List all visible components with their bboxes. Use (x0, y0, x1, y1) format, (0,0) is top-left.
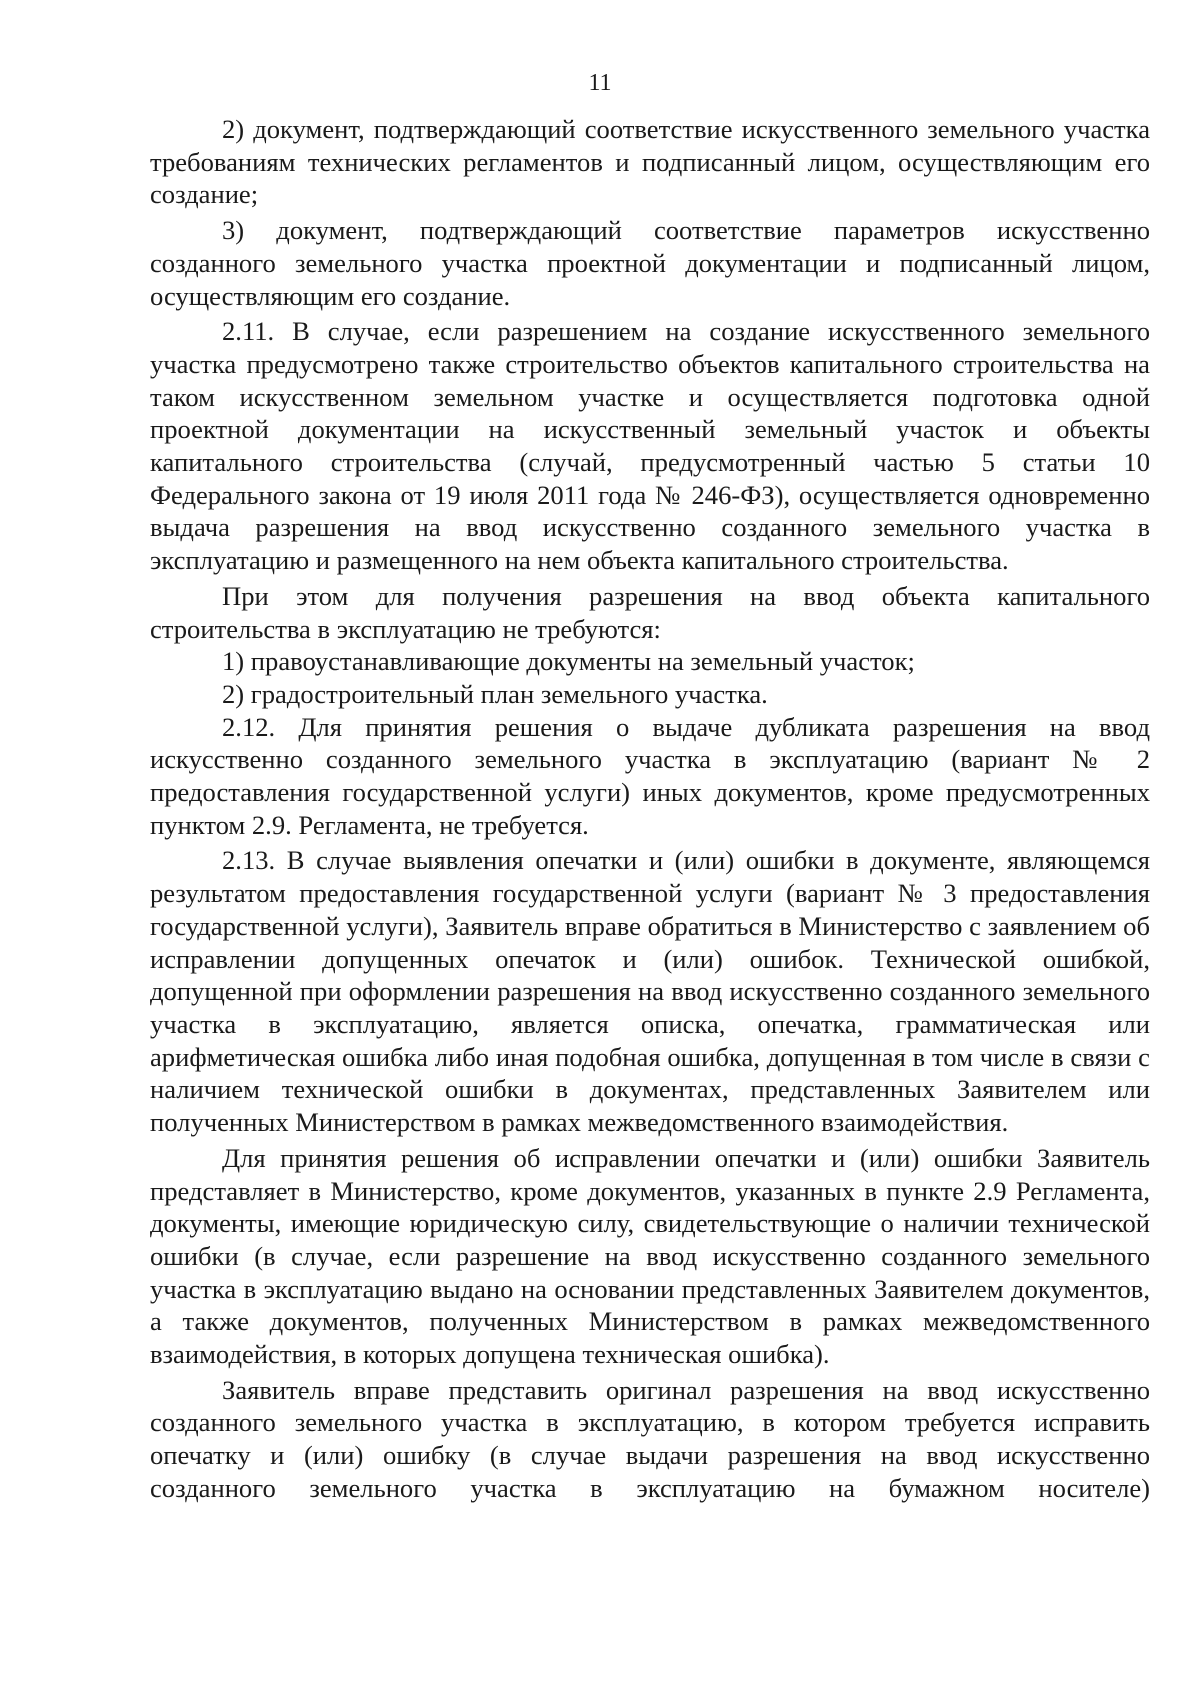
paragraph-clause-2-12: 2.12. Для принятия решения о выдаче дубликата разрешения на ввод искусственно созданного земельного участка в эксплуатацию (вариант № 2 предоставления государственной услуги) иных документов, кроме предусмотренных пунктом 2.9. Регламента, не требуется. (150, 711, 1150, 840)
paragraph-list-item-1: 1) правоустанавливающие документы на земельный участок; (222, 646, 915, 677)
page-number: 11 (588, 70, 612, 96)
paragraph-not-required-intro: При этом для получения разрешения на ввод объекта капитального строительства в эксплуатацию не требуются: (150, 580, 1150, 644)
paragraph-clause-2-11: 2.11. В случае, если разрешением на создание искусственного земельного участка предусмотрено также строительство объектов капитального строительства на таком искусственном земельном участке и осуществляется подготовка одной проектной документации на искусственный земельный участок и объекты капитального строительства (случай, предусмотренный частью 5 статьи 10 Федерального закона от 19 июля 2011 года № 246-ФЗ), осуществляется одновременно выдача разрешения на ввод искусственно созданного земельного участка в эксплуатацию и размещенного на нем объекта капитального строительства. (150, 316, 1150, 576)
paragraph-item-3-document-parameters: 3) документ, подтверждающий соответствие параметров искусственно созданного земельного участка проектной документации и подписанный лицом, осуществляющим его создание. (150, 215, 1150, 311)
document-body (150, 113, 1150, 1505)
paragraph-error-correction-documents: Для принятия решения об исправлении опечатки и (или) ошибки Заявитель представляет в Министерство, кроме документов, указанных в пункте 2.9 Регламента, документы, имеющие юридическую силу, свидетельствующие о наличии технической ошибки (в случае, если разрешение на ввод искусственно созданного земельного участка в эксплуатацию выдано на основании представленных Заявителем документов, а также документов, полученных Министерством в рамках межведомственного взаимодействия, в которых допущена техническая ошибка). (150, 1142, 1150, 1370)
paragraph-list-item-2: 2) градостроительный план земельного участка. (222, 678, 768, 709)
paragraph-clause-2-13: 2.13. В случае выявления опечатки и (или) ошибки в документе, являющемся результатом предоставления государственной услуги (вариант № 3 предоставления государственной услуги), Заявитель вправе обратиться в Министерство с заявлением об исправлении допущенных опечаток и (или) ошибок. Технической ошибкой, допущенной при оформлении разрешения на ввод искусственно созданного земельного участка в эксплуатацию, является описка, опечатка, грамматическая или арифметическая ошибка либо иная подобная ошибка, допущенная в том числе в связи с наличием технической ошибки в документах, представленных Заявителем или полученных Министерством в рамках межведомственного взаимодействия. (150, 845, 1150, 1138)
paragraph-item-2-document-compliance: 2) документ, подтверждающий соответствие искусственного земельного участка требованиям технических регламентов и подписанный лицом, осуществляющим его создание; (150, 114, 1150, 210)
paragraph-original-permit: Заявитель вправе представить оригинал разрешения на ввод искусственно созданного земельного участка в эксплуатацию, в котором требуется исправить опечатку и (или) ошибку (в случае выдачи разрешения на ввод искусственно созданного земельного участка в эксплуатацию на бумажном носителе) (150, 1374, 1150, 1503)
